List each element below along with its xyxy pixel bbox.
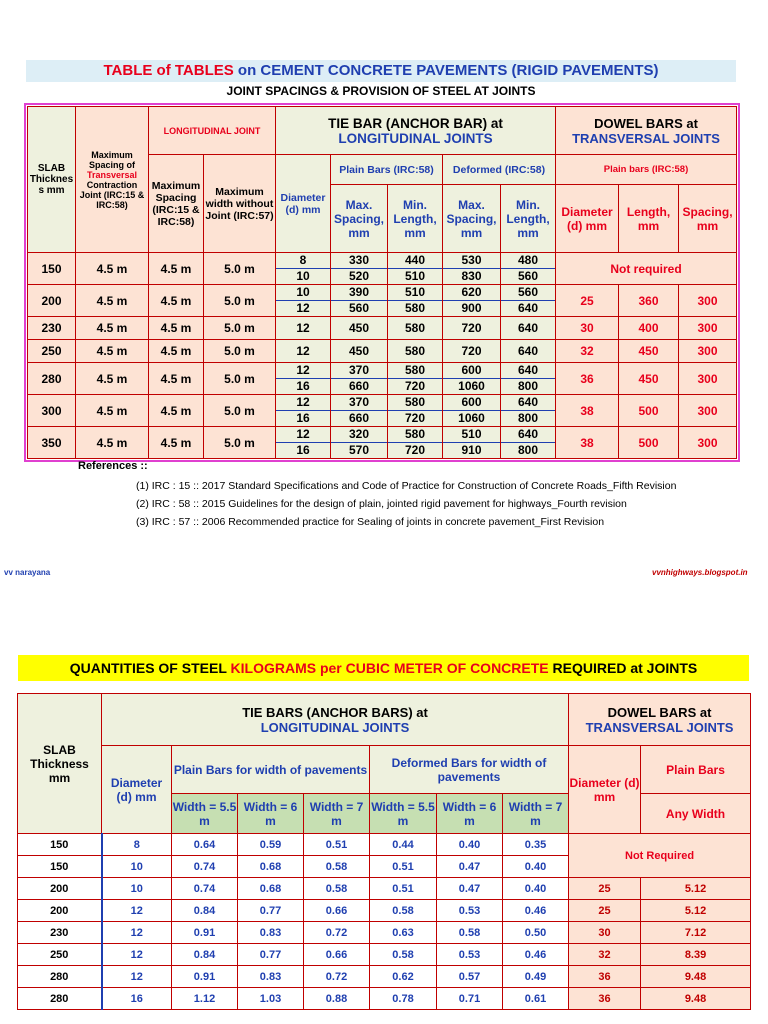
quantity-cell: 0.47 — [437, 856, 503, 878]
deformed-bars-header: Deformed (IRC:58) — [443, 155, 556, 185]
tie-value: 640 — [517, 395, 539, 409]
tie-ps-cell — [331, 340, 388, 363]
table-row — [18, 988, 751, 1010]
quantity-cell: 0.40 — [503, 878, 569, 900]
tie-value: 12 — [296, 320, 310, 335]
quantity-cell: 0.84 — [172, 944, 238, 966]
tie-pl-cell — [388, 317, 443, 340]
tie-ps-cell — [331, 363, 388, 395]
quantity-cell: 0.51 — [370, 856, 437, 878]
longitudinal-spacing-cell: 4.5 m — [149, 363, 204, 395]
quantity-cell: 0.74 — [172, 856, 238, 878]
tie-value: 510 — [461, 427, 482, 441]
quantity-cell: 0.40 — [437, 834, 503, 856]
tie-value: 370 — [348, 395, 370, 409]
slab-cell: 280 — [28, 363, 76, 395]
plain-min-length-header: Min. Length, mm — [388, 185, 443, 253]
dowel-length-cell: 500 — [619, 395, 679, 427]
quantity-cell: 0.77 — [238, 944, 304, 966]
quantity-cell: 0.84 — [172, 900, 238, 922]
tie-value: 530 — [461, 253, 482, 267]
tie-d-cell — [276, 253, 331, 285]
tie-value: 580 — [404, 395, 426, 409]
t2-slab-header: SLAB Thickness mm — [18, 694, 102, 834]
tie-value: 800 — [501, 442, 555, 458]
slab-cell: 200 — [28, 285, 76, 317]
tie-value: 12 — [276, 300, 330, 316]
dowel-quantity-cell: 5.12 — [641, 878, 751, 900]
quantity-cell: 0.50 — [503, 922, 569, 944]
dowel-spacing-header: Spacing, mm — [679, 185, 737, 253]
max-width-header: Maximum width without Joint (IRC:57) — [204, 155, 276, 253]
tie-value: 16 — [276, 410, 330, 426]
tie-d-cell — [276, 285, 331, 317]
t2-deformed-header: Deformed Bars for width of pavements — [370, 746, 569, 794]
tie-value: 580 — [404, 427, 426, 441]
quantity-cell: 1.03 — [238, 988, 304, 1010]
tie-value: 330 — [348, 253, 370, 267]
dowel-quantity-cell: 9.48 — [641, 988, 751, 1010]
quantity-cell: 0.83 — [238, 966, 304, 988]
tie-value: 510 — [388, 268, 442, 284]
table-row — [28, 363, 737, 395]
dowel-length-cell: 400 — [619, 317, 679, 340]
tie-value: 580 — [404, 320, 426, 335]
quantity-cell: 0.62 — [370, 966, 437, 988]
deformed-width-5-5: Width = 5.5 m — [370, 794, 437, 834]
tie-d-cell — [276, 340, 331, 363]
tie-value: 1060 — [443, 378, 500, 394]
quantity-cell: 0.91 — [172, 922, 238, 944]
plain-bars-header: Plain Bars (IRC:58) — [331, 155, 443, 185]
tie-dl-cell — [501, 285, 556, 317]
dowel-diameter-cell: 25 — [569, 900, 641, 922]
tie-value: 480 — [517, 253, 539, 267]
dowel-spacing-cell: 300 — [679, 317, 737, 340]
tie-value: 720 — [461, 343, 482, 358]
reference-1: (1) IRC : 15 :: 2017 Standard Specifications and Code of Practice for Construction of Concrete Roads_Fifth Revision — [136, 480, 677, 492]
tie-value: 440 — [404, 253, 426, 267]
tie-value: 800 — [501, 410, 555, 426]
longitudinal-joint-header: LONGITUDINAL JOINT — [149, 107, 276, 155]
tie-value: 640 — [517, 343, 539, 358]
plain-width-7: Width = 7 m — [304, 794, 370, 834]
quantity-cell: 0.58 — [370, 944, 437, 966]
max-width-cell: 5.0 m — [204, 317, 276, 340]
tie-value: 620 — [461, 285, 482, 299]
tie-value: 450 — [348, 320, 370, 335]
dowel-diameter-cell: 38 — [556, 427, 619, 459]
transversal-spacing-cell: 4.5 m — [76, 253, 149, 285]
tie-value: 640 — [517, 320, 539, 335]
tie-dl-cell — [501, 363, 556, 395]
plain-width-6: Width = 6 m — [238, 794, 304, 834]
reference-3: (3) IRC : 57 :: 2006 Recommended practice for Sealing of joints in concrete pavement_First Revision — [136, 516, 605, 528]
tie-value: 560 — [517, 285, 539, 299]
tie-value: 900 — [443, 300, 500, 316]
quantity-cell: 0.68 — [238, 878, 304, 900]
tie-value: 10 — [296, 285, 310, 299]
dowel-length-cell: 360 — [619, 285, 679, 317]
quantity-cell: 0.53 — [437, 900, 503, 922]
quantity-cell: 0.91 — [172, 966, 238, 988]
dowel-quantity-cell: 8.39 — [641, 944, 751, 966]
plain-width-5-5: Width = 5.5 m — [172, 794, 238, 834]
table-row — [18, 966, 751, 988]
tie-d-cell — [276, 427, 331, 459]
dowel-diameter-cell: 36 — [569, 966, 641, 988]
quantity-cell: 0.46 — [503, 900, 569, 922]
table-row — [18, 922, 751, 944]
quantity-cell: 0.72 — [304, 966, 370, 988]
dowel-diameter-cell: 25 — [556, 285, 619, 317]
deformed-max-spacing-header: Max. Spacing, mm — [443, 185, 501, 253]
slab-cell: 230 — [18, 922, 102, 944]
quantity-cell: 0.61 — [503, 988, 569, 1010]
tie-value: 570 — [331, 442, 387, 458]
slab-cell: 230 — [28, 317, 76, 340]
tie-value: 640 — [517, 427, 539, 441]
tie-value: 510 — [404, 285, 426, 299]
dowel-quantity-cell: 7.12 — [641, 922, 751, 944]
quantity-cell: 0.68 — [238, 856, 304, 878]
quantity-cell: 0.58 — [437, 922, 503, 944]
table-row — [28, 427, 737, 459]
joint-spacings-subtitle: JOINT SPACINGS & PROVISION OF STEEL AT JOINTS — [226, 84, 536, 98]
t2-tie-bar-header: TIE BARS (ANCHOR BARS) at LONGITUDINAL JOINTS — [102, 694, 569, 746]
quantity-cell: 0.47 — [437, 878, 503, 900]
dowel-length-header: Length, mm — [619, 185, 679, 253]
tie-value: 390 — [348, 285, 370, 299]
quantity-cell: 0.51 — [304, 834, 370, 856]
tie-value: 520 — [331, 268, 387, 284]
tie-value: 12 — [296, 395, 310, 409]
dowel-spacing-cell: 300 — [679, 363, 737, 395]
t2-dowel-header: DOWEL BARS at TRANSVERSAL JOINTS — [569, 694, 751, 746]
diameter-cell: 8 — [102, 834, 172, 856]
transversal-spacing-cell: 4.5 m — [76, 285, 149, 317]
tie-value: 720 — [388, 442, 442, 458]
quantity-cell: 0.77 — [238, 900, 304, 922]
tie-d-cell — [276, 363, 331, 395]
transversal-spacing-cell: 4.5 m — [76, 363, 149, 395]
tie-value: 640 — [517, 363, 539, 377]
diameter-cell: 12 — [102, 944, 172, 966]
max-width-cell: 5.0 m — [204, 340, 276, 363]
tie-value: 12 — [296, 363, 310, 377]
slab-cell: 200 — [18, 900, 102, 922]
tie-value: 8 — [299, 253, 307, 267]
quantity-cell: 0.51 — [370, 878, 437, 900]
diameter-cell: 12 — [102, 922, 172, 944]
dowel-length-cell: 500 — [619, 427, 679, 459]
tie-pl-cell — [388, 363, 443, 395]
tie-value: 320 — [348, 427, 370, 441]
quantity-cell: 0.66 — [304, 944, 370, 966]
tie-value: 10 — [276, 268, 330, 284]
slab-cell: 350 — [28, 427, 76, 459]
tie-value: 660 — [331, 378, 387, 394]
tie-dl-cell — [501, 395, 556, 427]
table-row — [28, 253, 737, 285]
tie-ds-cell — [443, 340, 501, 363]
dowel-diameter-cell: 25 — [569, 878, 641, 900]
tie-d-cell — [276, 395, 331, 427]
slab-cell: 280 — [18, 988, 102, 1010]
quantity-cell: 0.35 — [503, 834, 569, 856]
dowel-plain-header: Plain bars (IRC:58) — [556, 155, 737, 185]
deformed-min-length-header: Min. Length, mm — [501, 185, 556, 253]
table-of-tables-title: TABLE of TABLES on CEMENT CONCRETE PAVEMENTS (RIGID PAVEMENTS) — [26, 60, 736, 82]
longitudinal-spacing-cell: 4.5 m — [149, 427, 204, 459]
deformed-width-7: Width = 7 m — [503, 794, 569, 834]
longitudinal-max-spacing-header: Maximum Spacing (IRC:15 & IRC:58) — [149, 155, 204, 253]
blog-url: vvnhighways.blogspot.in — [652, 568, 748, 577]
slab-cell: 250 — [28, 340, 76, 363]
author-signature: vv narayana — [4, 568, 51, 577]
tie-value: 1060 — [443, 410, 500, 426]
quantity-cell: 0.71 — [437, 988, 503, 1010]
tie-dl-cell — [501, 317, 556, 340]
quantity-cell: 0.59 — [238, 834, 304, 856]
tie-dl-cell — [501, 340, 556, 363]
tie-ds-cell — [443, 363, 501, 395]
transversal-spacing-cell: 4.5 m — [76, 395, 149, 427]
dowel-diameter-cell: 36 — [569, 988, 641, 1010]
longitudinal-spacing-cell: 4.5 m — [149, 285, 204, 317]
tie-pl-cell — [388, 253, 443, 285]
quantity-cell: 0.64 — [172, 834, 238, 856]
max-width-cell: 5.0 m — [204, 253, 276, 285]
longitudinal-spacing-cell: 4.5 m — [149, 395, 204, 427]
table-row — [28, 340, 737, 363]
table-row — [18, 944, 751, 966]
transversal-spacing-cell: 4.5 m — [76, 427, 149, 459]
slab-cell: 280 — [18, 966, 102, 988]
tie-value: 16 — [276, 442, 330, 458]
dowel-spacing-cell: 300 — [679, 395, 737, 427]
diameter-cell: 12 — [102, 966, 172, 988]
longitudinal-spacing-cell: 4.5 m — [149, 253, 204, 285]
dowel-quantity-cell: 5.12 — [641, 900, 751, 922]
tie-bar-header: TIE BAR (ANCHOR BAR) at LONGITUDINAL JOINTS — [276, 107, 556, 155]
slab-cell: 200 — [18, 878, 102, 900]
tie-value: 720 — [461, 320, 482, 335]
tie-value: 16 — [276, 378, 330, 394]
tie-value: 800 — [501, 378, 555, 394]
dowel-spacing-cell: 300 — [679, 427, 737, 459]
quantity-cell: 0.46 — [503, 944, 569, 966]
dowel-diameter-cell: 30 — [569, 922, 641, 944]
quantities-title: QUANTITIES OF STEEL KILOGRAMS per CUBIC METER OF CONCRETE REQUIRED at JOINTS — [18, 655, 749, 681]
tie-value: 12 — [296, 427, 310, 441]
references-heading: References :: — [78, 460, 148, 472]
quantity-cell: 0.83 — [238, 922, 304, 944]
tie-pl-cell — [388, 340, 443, 363]
dowel-diameter-cell: 32 — [556, 340, 619, 363]
longitudinal-spacing-cell: 4.5 m — [149, 317, 204, 340]
quantity-cell: 0.58 — [370, 900, 437, 922]
diameter-cell: 16 — [102, 988, 172, 1010]
slab-cell: 150 — [28, 253, 76, 285]
dowel-diameter-cell: 38 — [556, 395, 619, 427]
max-width-cell: 5.0 m — [204, 395, 276, 427]
table-row — [28, 317, 737, 340]
tie-ps-cell — [331, 427, 388, 459]
joint-spacings-table — [27, 106, 737, 459]
quantity-cell: 0.49 — [503, 966, 569, 988]
quantity-cell: 0.66 — [304, 900, 370, 922]
any-width-header: Any Width — [641, 794, 751, 834]
table-row — [28, 285, 737, 317]
tie-value: 580 — [404, 363, 426, 377]
slab-cell: 300 — [28, 395, 76, 427]
t2-diameter-header: Diameter (d) mm — [102, 746, 172, 834]
not-required-cell: Not Required — [569, 834, 751, 878]
t2-plain-header: Plain Bars for width of pavements — [172, 746, 370, 794]
quantity-cell: 0.40 — [503, 856, 569, 878]
tie-value: 560 — [501, 268, 555, 284]
tie-value: 720 — [388, 410, 442, 426]
slab-cell: 250 — [18, 944, 102, 966]
max-width-cell: 5.0 m — [204, 427, 276, 459]
table-row — [28, 395, 737, 427]
quantity-cell: 0.72 — [304, 922, 370, 944]
dowel-length-cell: 450 — [619, 340, 679, 363]
max-width-cell: 5.0 m — [204, 363, 276, 395]
longitudinal-spacing-cell: 4.5 m — [149, 340, 204, 363]
quantity-cell: 0.63 — [370, 922, 437, 944]
slab-cell: 150 — [18, 856, 102, 878]
tie-dl-cell — [501, 253, 556, 285]
tie-ps-cell — [331, 285, 388, 317]
diameter-cell: 10 — [102, 856, 172, 878]
not-required-cell: Not required — [556, 253, 737, 285]
table-row — [18, 834, 751, 856]
tie-value: 720 — [388, 378, 442, 394]
t2-dowel-plain-header: Plain Bars — [641, 746, 751, 794]
dowel-diameter-cell: 36 — [556, 363, 619, 395]
tie-ps-cell — [331, 317, 388, 340]
table-row — [18, 900, 751, 922]
quantity-cell: 0.57 — [437, 966, 503, 988]
diameter-cell: 12 — [102, 900, 172, 922]
tie-ps-cell — [331, 253, 388, 285]
quantity-cell: 0.88 — [304, 988, 370, 1010]
slab-thickness-header: SLAB Thicknes s mm — [28, 107, 76, 253]
tie-pl-cell — [388, 285, 443, 317]
tie-ds-cell — [443, 395, 501, 427]
tie-value: 640 — [501, 300, 555, 316]
table-row — [18, 878, 751, 900]
tie-ds-cell — [443, 317, 501, 340]
tie-value: 450 — [348, 343, 370, 358]
max-width-cell: 5.0 m — [204, 285, 276, 317]
tie-ps-cell — [331, 395, 388, 427]
tie-value: 560 — [331, 300, 387, 316]
tie-value: 660 — [331, 410, 387, 426]
tie-value: 830 — [443, 268, 500, 284]
dowel-diameter-cell: 32 — [569, 944, 641, 966]
tie-ds-cell — [443, 427, 501, 459]
tie-ds-cell — [443, 285, 501, 317]
tie-pl-cell — [388, 427, 443, 459]
deformed-width-6: Width = 6 m — [437, 794, 503, 834]
quantity-cell: 0.58 — [304, 856, 370, 878]
tie-value: 600 — [461, 395, 482, 409]
tie-value: 600 — [461, 363, 482, 377]
quantity-cell: 1.12 — [172, 988, 238, 1010]
quantity-cell: 0.58 — [304, 878, 370, 900]
tie-dl-cell — [501, 427, 556, 459]
dowel-spacing-cell: 300 — [679, 340, 737, 363]
tie-value: 580 — [404, 343, 426, 358]
dowel-length-cell: 450 — [619, 363, 679, 395]
quantity-cell: 0.44 — [370, 834, 437, 856]
t2-dowel-diameter-header: Diameter (d) mm — [569, 746, 641, 834]
transversal-spacing-header: Maximum Spacing of Transversal Contraction Joint (IRC:15 & IRC:58) — [76, 107, 149, 253]
tie-value: 580 — [388, 300, 442, 316]
tie-diameter-header: Diameter (d) mm — [276, 155, 331, 253]
reference-2: (2) IRC : 58 :: 2015 Guidelines for the design of plain, jointed rigid pavement for highways_Fourth revision — [136, 498, 627, 510]
tie-value: 910 — [443, 442, 500, 458]
tie-value: 370 — [348, 363, 370, 377]
dowel-diameter-header: Diameter (d) mm — [556, 185, 619, 253]
slab-cell: 150 — [18, 834, 102, 856]
tie-d-cell — [276, 317, 331, 340]
diameter-cell: 10 — [102, 878, 172, 900]
transversal-spacing-cell: 4.5 m — [76, 340, 149, 363]
steel-quantities-table — [17, 693, 751, 1010]
dowel-quantity-cell: 9.48 — [641, 966, 751, 988]
dowel-bar-header: DOWEL BARS at TRANSVERSAL JOINTS — [556, 107, 737, 155]
quantity-cell: 0.78 — [370, 988, 437, 1010]
tie-value: 12 — [296, 343, 310, 358]
quantity-cell: 0.53 — [437, 944, 503, 966]
dowel-spacing-cell: 300 — [679, 285, 737, 317]
tie-pl-cell — [388, 395, 443, 427]
plain-max-spacing-header: Max. Spacing, mm — [331, 185, 388, 253]
quantity-cell: 0.74 — [172, 878, 238, 900]
transversal-spacing-cell: 4.5 m — [76, 317, 149, 340]
tie-ds-cell — [443, 253, 501, 285]
dowel-diameter-cell: 30 — [556, 317, 619, 340]
